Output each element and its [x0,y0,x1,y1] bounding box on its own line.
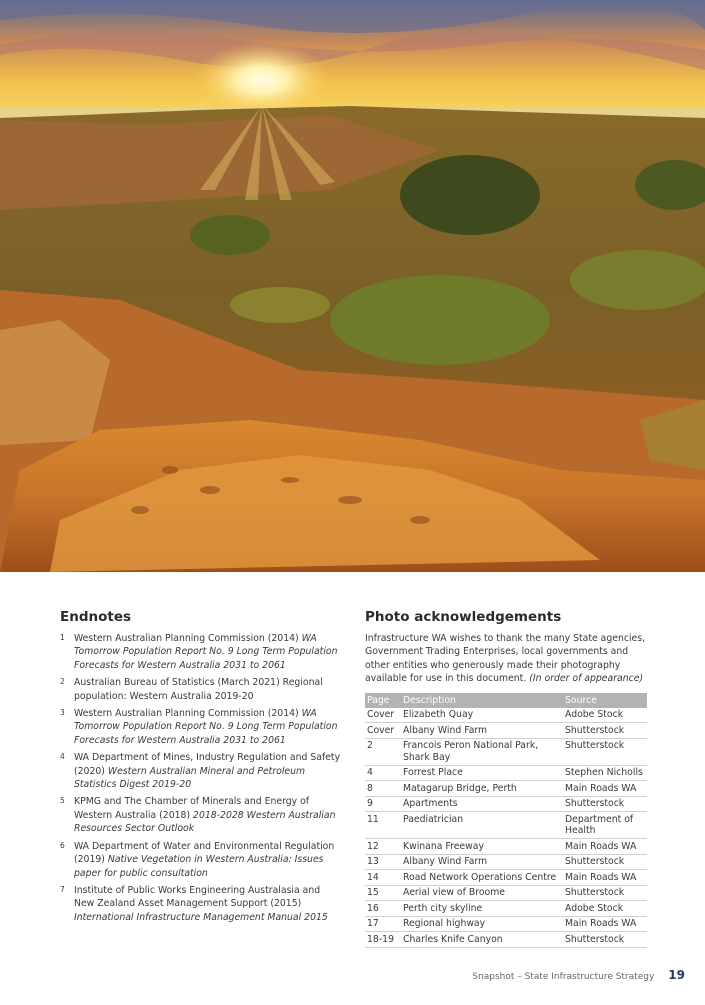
header-source: Source [563,693,647,708]
cell-page: 17 [365,916,401,932]
endnote-number: 4 [60,752,65,762]
endnote-text: KPMG and The Chamber of Minerals and Energy of Western Australia (2018) [74,796,310,821]
endnotes-list [60,632,342,928]
cell-description: Charles Knife Canyon [401,932,563,948]
endnote-italic: International Infrastructure Management Manual 2015 [74,911,328,923]
table-row [365,854,647,870]
table-row [365,723,647,739]
photo-intro [365,632,647,686]
cell-page: Cover [365,723,401,739]
cell-description: Francois Peron National Park, Shark Bay [401,738,563,765]
table-row [365,781,647,797]
table-row [365,870,647,886]
endnote-number: 5 [60,796,65,806]
endnote-item [60,676,342,703]
endnote-item [60,795,342,835]
cell-description: Matagarup Bridge, Perth [401,781,563,797]
cell-source: Shutterstock [563,738,647,765]
cell-source: Shutterstock [563,796,647,812]
table-row [365,765,647,781]
cell-source: Shutterstock [563,885,647,901]
endnote-item [60,751,342,791]
endnotes-title: Endnotes [60,609,132,625]
endnote-italic: Western Australian Mineral and Petroleum Statistics Digest 2019-20 [74,765,306,791]
endnote-text: Western Australian Planning Commission (2014) [74,633,302,644]
cell-source: Adobe Stock [563,901,647,917]
cell-description: Elizabeth Quay [401,708,563,723]
cell-source: Main Roads WA [563,781,647,797]
endnote-number: 2 [60,677,65,687]
endnote-italic: WA Tomorrow Population Report No. 9 Long Term Population Forecasts for Western Australia 2031 to 2061 [74,708,338,746]
table-row [365,885,647,901]
photo-intro-italic: (In order of appearance) [529,673,644,685]
endnote-item [60,884,342,924]
cell-source: Department of Health [563,812,647,839]
endnote-italic: 2018-2028 Western Australian Resources Sector Outlook [74,809,336,835]
cell-description: Forrest Place [401,765,563,781]
cell-source: Stephen Nicholls [563,765,647,781]
photo-intro-text: Infrastructure WA wishes to thank the many State agencies, Government Trading Enterprises, local governments and other entities who generously made their photography available for use in this document. [365,633,646,685]
table-row [365,796,647,812]
cell-description: Regional highway [401,916,563,932]
cell-page: 13 [365,854,401,870]
table-row [365,901,647,917]
cell-page: 15 [365,885,401,901]
cell-page: 4 [365,765,401,781]
cell-page: 8 [365,781,401,797]
cell-page: 12 [365,839,401,855]
table-row [365,932,647,948]
cell-description: Aerial view of Broome [401,885,563,901]
endnote-number: 6 [60,840,65,850]
endnote-item [60,632,342,672]
cell-description: Apartments [401,796,563,812]
cell-page: Cover [365,708,401,723]
cell-source: Main Roads WA [563,916,647,932]
cell-description: Road Network Operations Centre [401,870,563,886]
endnote-text: Institute of Public Works Engineering Australasia and New Zealand Asset Management Support (2015) [74,884,321,910]
endnote-text: Western Australian Planning Commission (2014) [74,708,302,720]
cell-page: 16 [365,901,401,917]
endnote-text: WA Department of Water and Environmental Regulation (2019) [74,840,335,866]
endnote-number: 1 [60,633,65,642]
endnote-item [60,707,342,747]
footer-document-title: Snapshot – State Infrastructure Strategy [472,972,655,982]
cell-description: Perth city skyline [401,901,563,917]
photo-acknowledgements [365,632,647,948]
endnote-text: WA Department of Mines, Industry Regulation and Safety (2020) [74,752,341,777]
photo-table-header [365,693,647,708]
cell-description: Albany Wind Farm [401,723,563,739]
page-number: 19 [668,968,685,982]
endnote-italic: WA Tomorrow Population Report No. 9 Long Term Population Forecasts for Western Australia 2031 to 2061 [74,633,338,671]
cell-page: 11 [365,812,401,839]
header-page: Page [365,693,401,708]
table-row [365,916,647,932]
table-row [365,708,647,723]
endnote-number: 7 [60,884,65,894]
header-description: Description [401,693,563,708]
photo-acknowledgements-title: Photo acknowledgements [365,609,562,625]
endnote-number: 3 [60,708,65,718]
cell-page: 2 [365,738,401,765]
endnote-item [60,840,342,880]
endnote-text: Australian Bureau of Statistics (March 2021) Regional population: Western Australia 2019-20 [74,677,323,702]
cell-page: 9 [365,796,401,812]
cell-source: Main Roads WA [563,839,647,855]
table-row [365,812,647,839]
cell-source: Main Roads WA [563,870,647,886]
page-footer [300,968,685,982]
cell-page: 18-19 [365,932,401,948]
table-row [365,738,647,765]
cell-description: Kwinana Freeway [401,839,563,855]
table-row [365,839,647,855]
cell-source: Adobe Stock [563,708,647,723]
endnote-italic: Native Vegetation in Western Australia: Issues paper for public consultation [74,854,324,879]
cell-source: Shutterstock [563,723,647,739]
photo-table [365,693,647,948]
cell-description: Albany Wind Farm [401,854,563,870]
cell-page: 14 [365,870,401,886]
cell-source: Shutterstock [563,854,647,870]
cell-source: Shutterstock [563,932,647,948]
cell-description: Paediatrician [401,812,563,839]
